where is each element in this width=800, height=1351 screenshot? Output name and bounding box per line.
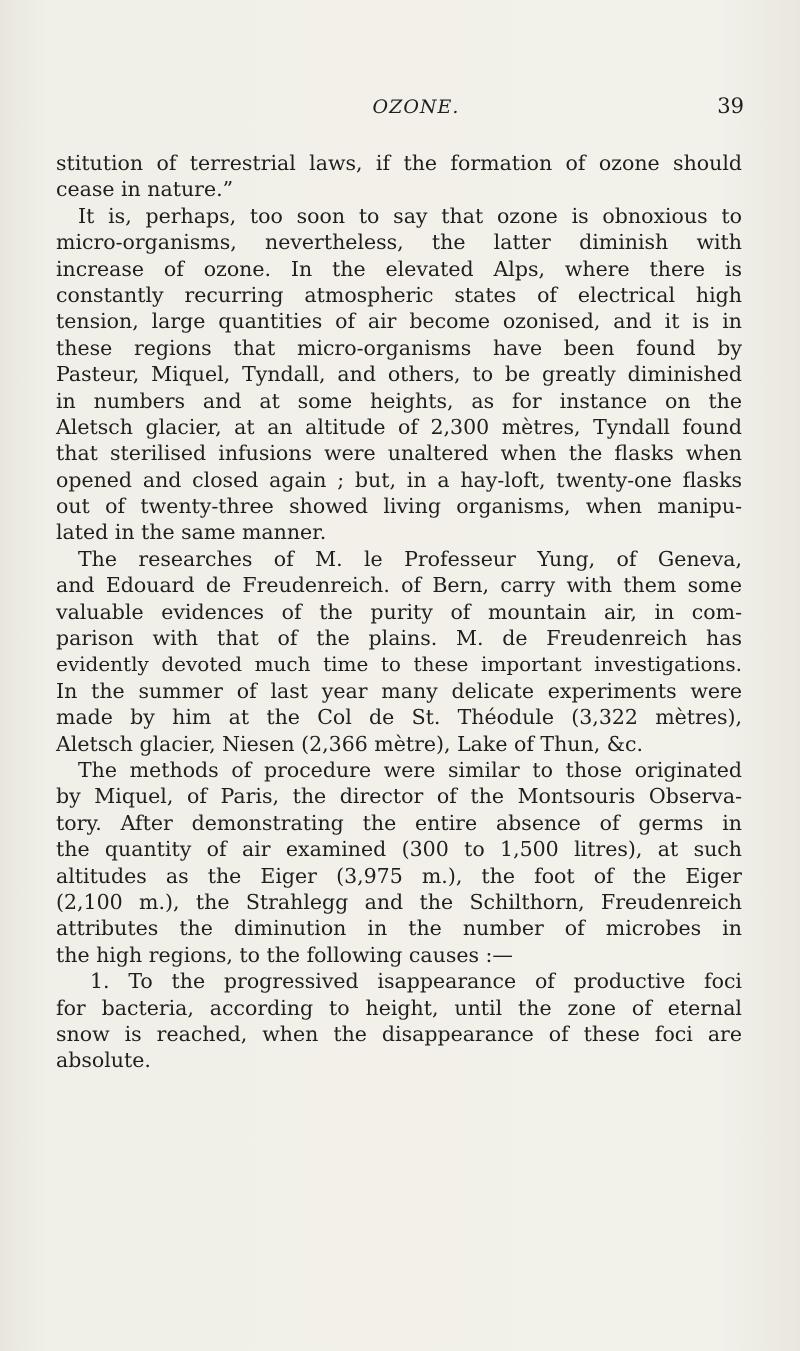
- text-line: absolute.: [56, 1048, 151, 1073]
- text-line: Pasteur, Miquel, Tyndall, and others, to be greatly diminished: [56, 362, 742, 387]
- text-line: micro-organisms, nevertheless, the latter diminish with: [56, 230, 742, 255]
- text-line: Aletsch glacier, Niesen (2,366 mètre), Lake of Thun, &c.: [56, 731, 643, 756]
- text-line: valuable evidences of the purity of mountain air, in com-: [56, 599, 742, 624]
- text-line: these regions that micro-organisms have been found by: [56, 335, 742, 360]
- text-line: tension, large quantities of air become ozonised, and it is in: [56, 309, 742, 334]
- text-line: altitudes as the Eiger (3,975 m.), the foot of the Eiger: [56, 863, 742, 888]
- running-title: OZONE.: [372, 96, 460, 118]
- text-line: Aletsch glacier, at an altitude of 2,300 mètres, Tyndall found: [56, 414, 742, 439]
- text-line: out of twenty-three showed living organisms, when manipu-: [56, 494, 742, 519]
- text-line: by Miquel, of Paris, the director of the Montsouris Observa-: [56, 784, 742, 809]
- page-number: 39: [717, 94, 744, 118]
- text-line: increase of ozone. In the elevated Alps, where there is: [56, 256, 742, 281]
- text-line: for bacteria, according to height, until the zone of eternal: [56, 995, 742, 1020]
- text-line: that sterilised infusions were unaltered when the flasks when: [56, 441, 742, 466]
- text-line: snow is reached, when the disappearance of these foci are: [56, 1021, 742, 1046]
- text-line: attributes the diminution in the number of microbes in: [56, 916, 742, 941]
- text-line: lated in the same manner.: [56, 520, 327, 545]
- text-line: The researches of M. le Professeur Yung, of Geneva,: [78, 546, 742, 571]
- text-line: (2,100 m.), the Strahlegg and the Schilthorn, Freudenreich: [56, 889, 742, 914]
- text-line: opened and closed again ; but, in a hay-loft, twenty-one flasks: [56, 467, 742, 492]
- text-line: tory. After demonstrating the entire absence of germs in: [56, 810, 742, 835]
- text-line: cease in nature.”: [56, 177, 234, 202]
- text-line: It is, perhaps, too soon to say that ozone is obnoxious to: [78, 203, 742, 228]
- text-line: stitution of terrestrial laws, if the formation of ozone should: [56, 151, 742, 175]
- text-line: the quantity of air examined (300 to 1,500 litres), at such: [56, 837, 742, 862]
- text-line: In the summer of last year many delicate experiments were: [56, 678, 742, 703]
- text-line: evidently devoted much time to these important investigations.: [56, 652, 742, 677]
- text-line: made by him at the Col de St. Théodule (3,322 mètres),: [56, 705, 742, 730]
- body-text: [56, 150, 742, 1074]
- page-header: [0, 96, 800, 122]
- text-line: The methods of procedure were similar to those originated: [78, 757, 742, 782]
- text-line: the high regions, to the following causes :—: [56, 942, 513, 967]
- text-line: parison with that of the plains. M. de Freudenreich has: [56, 626, 742, 651]
- text-line: in numbers and at some heights, as for instance on the: [56, 388, 742, 413]
- text-line: and Edouard de Freudenreich. of Bern, carry with them some: [56, 573, 742, 598]
- text-line: 1. To the progressived isappearance of productive foci: [90, 969, 742, 994]
- text-line: constantly recurring atmospheric states of electrical high: [56, 282, 742, 307]
